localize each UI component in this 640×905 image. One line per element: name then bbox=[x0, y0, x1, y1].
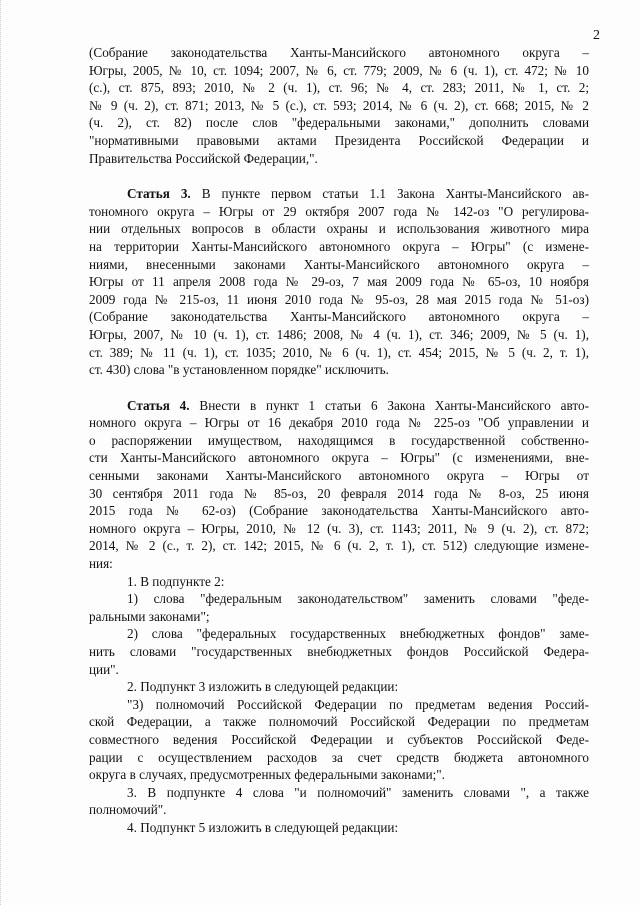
list-item: 3. В подпункте 4 слова "и полномочий" заменить словами ", а также bbox=[127, 784, 589, 800]
text-line: совместного ведения Российской Федерации и субъектов Российской Феде- bbox=[89, 731, 589, 747]
text-line: ской Федерации, а также полномочий Российской Федерации по предметам bbox=[89, 714, 589, 730]
text-line: на территории Ханты-Мансийского автономного округа – Югры" (с измене- bbox=[89, 238, 589, 254]
text-line: (с.), ст. 875, 893; 2010, № 2 (ч. 1), ст. 96; № 4, ст. 283; 2011, № 1, ст. 2; bbox=[89, 80, 589, 96]
text-line: ния: bbox=[89, 556, 113, 572]
text-line: ции". bbox=[89, 661, 119, 677]
text-line: "нормативными правовыми актами Президента Российской Федерации и bbox=[89, 132, 589, 148]
text-line: нии отдельных вопросов в области охраны и использования животного мира bbox=[89, 221, 589, 237]
text-line: 2009 года № 215-оз, 11 июня 2010 года № 95-оз, 28 мая 2015 года № 51-оз) bbox=[89, 291, 589, 307]
text-line: Югры от 11 апреля 2008 года № 29-оз, 7 мая 2009 года № 65-оз, 10 ноября bbox=[89, 274, 589, 290]
text-line: тономного округа – Югры от 29 октября 2007 года № 142-оз "О регулирова- bbox=[89, 203, 589, 219]
list-item: 2) слова "федеральных государственных внебюджетных фондов" заме- bbox=[127, 626, 589, 642]
text-line: номного округа – Югры, 2010, № 12 (ч. 3), ст. 1143; 2011, № 9 (ч. 2), ст. 872; bbox=[89, 520, 589, 536]
text-line: рации с осуществлением расходов за счет средств бюджета автономного bbox=[89, 749, 589, 765]
article-4-title: Статья 4. bbox=[127, 397, 190, 413]
page-number: 2 bbox=[593, 28, 600, 43]
text-line: 2014, № 2 (с., т. 2), ст. 142; 2015, № 6 (ч. 2, т. 1), ст. 512) следующие измене- bbox=[89, 538, 589, 554]
text-line: Югры, 2005, № 10, ст. 1094; 2007, № 6, ст. 779; 2009, № 6 (ч. 1), ст. 472; № 10 bbox=[89, 62, 589, 78]
text-line: Правительства Российской Федерации,". bbox=[89, 150, 318, 166]
list-item: 2. Подпункт 3 изложить в следующей редакции: bbox=[127, 679, 399, 695]
text-line: полномочий". bbox=[89, 802, 167, 818]
article-4-first-line: Статья 4. Внести в пункт 1 статьи 6 Закона Ханты-Мансийского авто- bbox=[127, 397, 590, 413]
text-line: о распоряжении имуществом, находящимся в государственной собственно- bbox=[89, 432, 589, 448]
list-item: 1. В подпункте 2: bbox=[127, 573, 225, 589]
text-line: округа в случаях, предусмотренных федеральными законами;". bbox=[89, 767, 445, 783]
text-line: ральными законами"; bbox=[89, 608, 210, 624]
list-item: 4. Подпункт 5 изложить в следующей редакции: bbox=[127, 819, 399, 835]
text-line: номного округа – Югры от 16 декабря 2010 года № 225-оз "Об управлении и bbox=[89, 415, 589, 431]
article-3-first-line: Статья 3. В пункте первом статьи 1.1 Закона Ханты-Мансийского ав- bbox=[127, 186, 590, 202]
text-line: ст. 430) слова "в установленном порядке" исключить. bbox=[89, 362, 389, 378]
text-line: 30 сентября 2011 года № 85-оз, 20 февраля 2014 года № 8-оз, 25 июня bbox=[89, 485, 589, 501]
text-line: ниями, внесенными законами Ханты-Мансийского автономного округа – bbox=[89, 256, 589, 272]
text-line: 2015 года № 62-оз) (Собрание законодательства Ханты-Мансийского авто- bbox=[89, 503, 589, 519]
text-line: Югры, 2007, № 10 (ч. 1), ст. 1486; 2008, № 4 (ч. 1), ст. 346; 2009, № 5 (ч. 1), bbox=[89, 326, 589, 342]
article-3-title: Статья 3. bbox=[127, 186, 191, 202]
text-line: (Собрание законодательства Ханты-Мансийского автономного округа – bbox=[89, 309, 589, 325]
text-line: (Собрание законодательства Ханты-Мансийского автономного округа – bbox=[89, 45, 589, 60]
text-line: нить словами "государственных внебюджетных фондов Российской Федера- bbox=[89, 644, 589, 659]
document-body bbox=[89, 44, 589, 837]
list-item: 1) слова "федеральным законодательством" заменить словами "феде- bbox=[127, 591, 589, 607]
text-line: № 9 (ч. 2), ст. 871; 2013, № 5 (с.), ст. 593; 2014, № 6 (ч. 2), ст. 668; 2015, № 2 bbox=[89, 97, 589, 113]
text-line: "3) полномочий Российской Федерации по предметам ведения Россий- bbox=[127, 696, 589, 712]
text-line: (ч. 2), ст. 82) после слов "федеральными законами," дополнить словами bbox=[89, 115, 589, 131]
text-line: сти Ханты-Мансийского автономного округа – Югры" (с изменениями, вне- bbox=[89, 450, 589, 466]
text-line: ст. 389; № 11 (ч. 1), ст. 1035; 2010, № 6 (ч. 1), ст. 454; 2015, № 5 (ч. 2, т. 1), bbox=[89, 344, 589, 360]
text-line: сенными законами Ханты-Мансийского автономного округа – Югры от bbox=[89, 468, 589, 484]
